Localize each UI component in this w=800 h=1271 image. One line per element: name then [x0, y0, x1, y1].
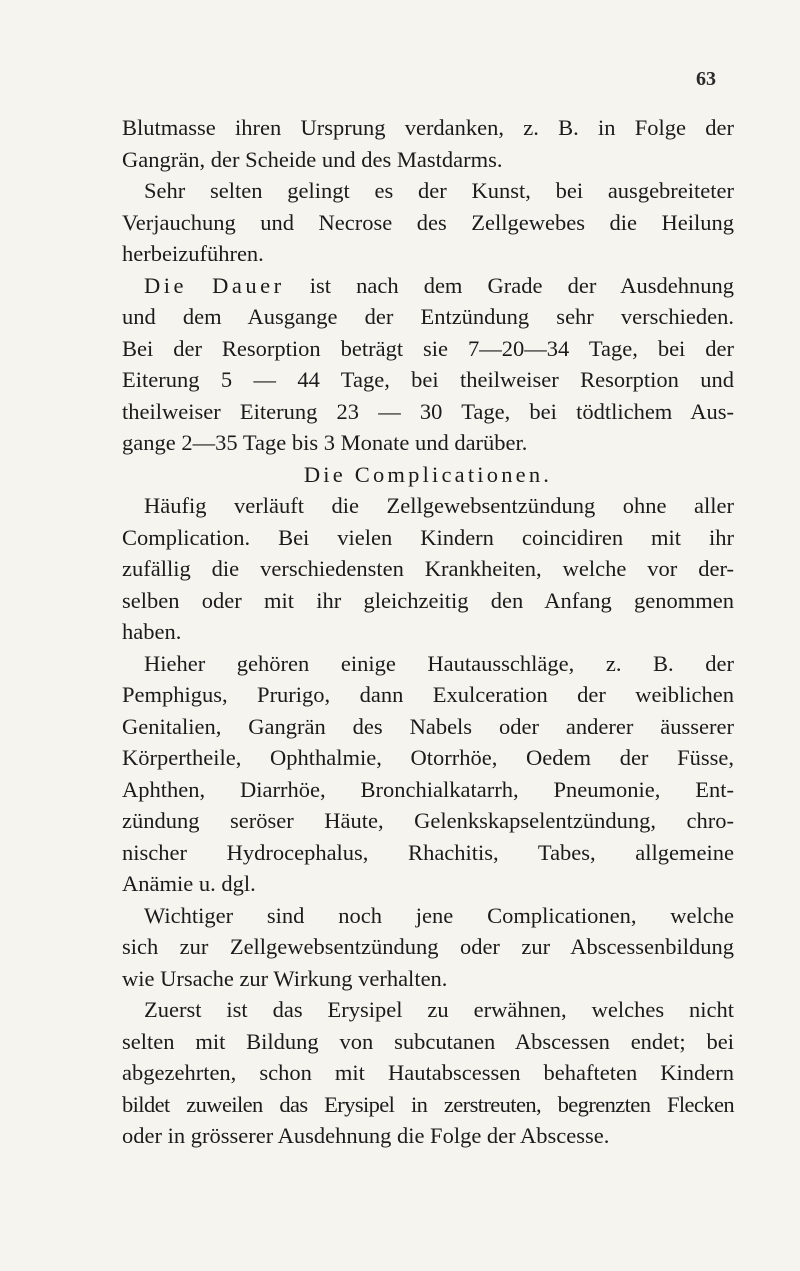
text-line: wie Ursache zur Wirkung verhalten.	[122, 965, 448, 991]
text-line: Gangrän, der Scheide und des Mastdarms.	[122, 146, 503, 172]
spaced-term-die: Die	[144, 272, 187, 298]
text-line: Körpertheile, Ophthalmie, Otorrhöe, Oedem der Füsse,	[122, 745, 734, 770]
text-line: theilweiser Eiterung 23 — 30 Tage, bei tödtlichem Aus-	[122, 398, 734, 424]
text-line: gange 2—35 Tage bis 3 Monate und darüber.	[122, 430, 528, 455]
text-line: herbeizuführen.	[122, 241, 264, 266]
text-line: selten mit Bildung von subcutanen Abscessen endet; bei	[122, 1028, 734, 1054]
spaced-term-dauer: Dauer	[212, 272, 285, 298]
text-line: selben oder mit ihr gleichzeitig den Anfang genommen	[122, 587, 734, 613]
text-line: Blutmasse ihren Ursprung verdanken, z. B. in Folge der	[122, 115, 734, 140]
text-line: haben.	[122, 619, 182, 644]
text-line: Anämie u. dgl.	[122, 871, 256, 896]
text-line: nischer Hydrocephalus, Rhachitis, Tabes, allgemeine	[122, 839, 734, 865]
text-line: sich zur Zellgewebsentzündung oder zur Abscessenbildung	[122, 934, 734, 959]
section-heading: Die Complicationen.	[303, 461, 553, 487]
text-line: und dem Ausgange der Entzündung sehr verschieden.	[122, 304, 734, 329]
text-line: Bei der Resorption beträgt sie 7—20—34 Tage, bei der	[122, 335, 734, 361]
text-line-dauer	[122, 270, 734, 302]
text-line: Hieher gehören einige Hautausschläge, z. B. der	[144, 650, 734, 676]
page-number: 63	[696, 68, 716, 90]
text-line: Sehr selten gelingt es der Kunst, bei ausgebreiteter	[144, 178, 734, 203]
text-line: Complication. Bei vielen Kindern coincidiren mit ihr	[122, 524, 734, 550]
text-fragment: ist nach dem Grade der Ausdehnung	[309, 272, 734, 298]
text-line: bildet zuweilen das Erysipel in zerstreuten, begrenzten Flecken	[122, 1091, 734, 1117]
text-line: Wichtiger sind noch jene Complicationen, welche	[144, 902, 734, 928]
text-line: Eiterung 5 — 44 Tage, bei theilweiser Resorption und	[122, 367, 734, 392]
text-line: zündung seröser Häute, Gelenkskapselentzündung, chro-	[122, 808, 734, 833]
text-line: abgezehrten, schon mit Hautabscessen behafteten Kindern	[122, 1060, 734, 1085]
text-line: Aphthen, Diarrhöe, Bronchialkatarrh, Pneumonie, Ent-	[122, 776, 734, 802]
text-line: Genitalien, Gangrän des Nabels oder anderer äusserer	[122, 713, 734, 739]
text-line: Pemphigus, Prurigo, dann Exulceration der weiblichen	[122, 682, 734, 707]
text-line: zufällig die verschiedensten Krankheiten, welche vor der-	[122, 556, 734, 581]
body-text	[122, 112, 734, 1152]
text-line: Häufig verläuft die Zellgewebsentzündung ohne aller	[144, 493, 734, 518]
text-line: Zuerst ist das Erysipel zu erwähnen, welches nicht	[144, 997, 734, 1022]
text-line: Verjauchung und Necrose des Zellgewebes die Heilung	[122, 209, 734, 235]
text-line: oder in grösserer Ausdehnung die Folge der Abscesse.	[122, 1123, 610, 1148]
